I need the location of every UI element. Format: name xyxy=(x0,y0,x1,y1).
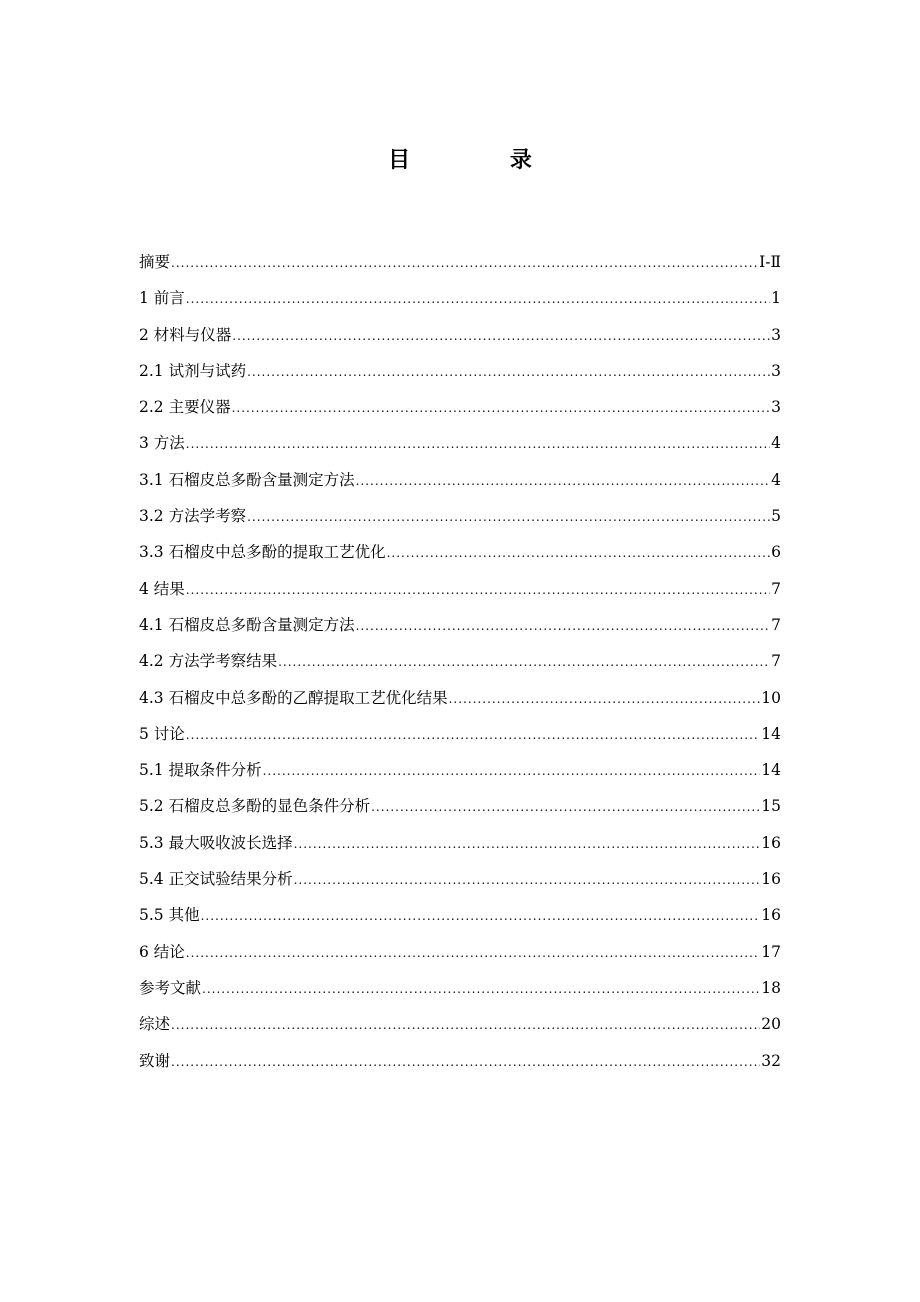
toc-entry-page-number: 17 xyxy=(761,942,781,961)
toc-entry-page-number: 6 xyxy=(771,543,781,562)
toc-entry-label: 3 方法 xyxy=(139,434,185,453)
toc-entry-page-number: 4 xyxy=(771,470,781,489)
toc-entry-label: 致谢 xyxy=(139,1051,171,1070)
toc-entry-page-number: 32 xyxy=(761,1051,781,1070)
toc-entry-page-number: 20 xyxy=(761,1015,781,1034)
toc-entry-label: 5.2 石榴皮总多酚的显色条件分析 xyxy=(139,797,371,816)
toc-entry-page-number: 16 xyxy=(761,906,781,925)
toc-entry-page-number: 10 xyxy=(761,688,781,707)
toc-dot-leader xyxy=(294,868,761,892)
toc-entry[interactable] xyxy=(139,758,781,794)
toc-entry[interactable] xyxy=(139,831,781,867)
toc-entry[interactable] xyxy=(139,323,781,359)
toc-entry-page-number: 18 xyxy=(761,978,781,997)
toc-entry-page-number: 14 xyxy=(761,724,781,743)
table-of-contents xyxy=(139,250,781,1085)
toc-dot-leader xyxy=(171,1013,760,1037)
toc-dot-leader xyxy=(186,723,760,747)
toc-entry-label: 综述 xyxy=(139,1015,171,1034)
toc-entry-label: 2 材料与仪器 xyxy=(139,325,232,344)
toc-entry-label: 参考文献 xyxy=(139,978,202,997)
toc-entry-label: 2.2 主要仪器 xyxy=(139,398,231,417)
toc-entry-label: 4 结果 xyxy=(139,579,185,598)
toc-entry-label: 5.1 提取条件分析 xyxy=(139,761,262,780)
toc-entry-label: 摘要 xyxy=(139,253,171,271)
toc-entry[interactable] xyxy=(139,722,781,758)
toc-entry[interactable] xyxy=(139,540,781,576)
toc-entry-label: 5.4 正交试验结果分析 xyxy=(139,870,293,889)
toc-dot-leader xyxy=(247,505,770,529)
toc-entry[interactable] xyxy=(139,613,781,649)
toc-entry-page-number: 16 xyxy=(761,833,781,852)
toc-dot-leader xyxy=(449,687,761,711)
toc-dot-leader xyxy=(356,469,771,493)
toc-entry-label: 1 前言 xyxy=(139,289,185,308)
toc-dot-leader xyxy=(278,650,770,674)
toc-entry[interactable] xyxy=(139,976,781,1012)
toc-entry[interactable] xyxy=(139,431,781,467)
toc-entry-page-number: 1 xyxy=(771,289,781,308)
toc-entry[interactable] xyxy=(139,1012,781,1048)
toc-entry[interactable] xyxy=(139,359,781,395)
toc-dot-leader xyxy=(171,251,758,275)
toc-entry-label: 6 结论 xyxy=(139,942,185,961)
toc-entry[interactable] xyxy=(139,250,781,286)
toc-entry-page-number: 5 xyxy=(771,507,781,526)
toc-dot-leader xyxy=(171,1050,760,1074)
toc-entry[interactable] xyxy=(139,468,781,504)
toc-entry[interactable] xyxy=(139,903,781,939)
toc-dot-leader xyxy=(247,360,770,384)
toc-dot-leader xyxy=(186,432,770,456)
toc-entry-label: 4.1 石榴皮总多酚含量测定方法 xyxy=(139,615,355,634)
toc-dot-leader xyxy=(232,324,770,348)
toc-entry[interactable] xyxy=(139,794,781,830)
toc-dot-leader xyxy=(186,941,760,965)
toc-entry[interactable] xyxy=(139,395,781,431)
toc-entry[interactable] xyxy=(139,867,781,903)
toc-entry-label: 3.3 石榴皮中总多酚的提取工艺优化 xyxy=(139,543,386,562)
toc-entry-label: 2.1 试剂与试药 xyxy=(139,361,247,380)
toc-entry[interactable] xyxy=(139,686,781,722)
toc-dot-leader xyxy=(202,977,760,1001)
toc-dot-leader xyxy=(294,832,761,856)
toc-entry-label: 4.2 方法学考察结果 xyxy=(139,652,278,671)
toc-entry-page-number: 16 xyxy=(761,870,781,889)
toc-entry[interactable] xyxy=(139,577,781,613)
toc-entry-label: 3.1 石榴皮总多酚含量测定方法 xyxy=(139,470,355,489)
toc-entry-label: 5.3 最大吸收波长选择 xyxy=(139,833,293,852)
toc-dot-leader xyxy=(263,759,761,783)
toc-entry-page-number: 15 xyxy=(761,797,781,816)
toc-entry-page-number: 7 xyxy=(771,615,781,634)
toc-entry-page-number: 3 xyxy=(771,361,781,380)
toc-entry-label: 4.3 石榴皮中总多酚的乙醇提取工艺优化结果 xyxy=(139,688,448,707)
toc-dot-leader xyxy=(387,541,771,565)
toc-dot-leader xyxy=(186,287,770,311)
toc-entry-page-number: 3 xyxy=(771,325,781,344)
toc-entry-page-number: 14 xyxy=(761,761,781,780)
toc-dot-leader xyxy=(371,795,760,819)
toc-entry-page-number: Ⅰ-Ⅱ xyxy=(759,253,781,271)
toc-dot-leader xyxy=(201,904,761,928)
toc-entry-page-number: 4 xyxy=(771,434,781,453)
toc-entry-page-number: 7 xyxy=(771,579,781,598)
toc-entry-label: 5.5 其他 xyxy=(139,906,200,925)
toc-entry[interactable] xyxy=(139,504,781,540)
page-title: 目 录 xyxy=(388,148,578,173)
toc-dot-leader xyxy=(356,614,771,638)
toc-entry-label: 5 讨论 xyxy=(139,724,185,743)
toc-entry-page-number: 7 xyxy=(771,652,781,671)
toc-entry[interactable] xyxy=(139,286,781,322)
toc-entry-page-number: 3 xyxy=(771,398,781,417)
toc-entry[interactable] xyxy=(139,649,781,685)
toc-entry[interactable] xyxy=(139,1049,781,1085)
toc-entry-label: 3.2 方法学考察 xyxy=(139,507,247,526)
toc-dot-leader xyxy=(232,396,771,420)
toc-dot-leader xyxy=(186,578,770,602)
toc-entry[interactable] xyxy=(139,940,781,976)
